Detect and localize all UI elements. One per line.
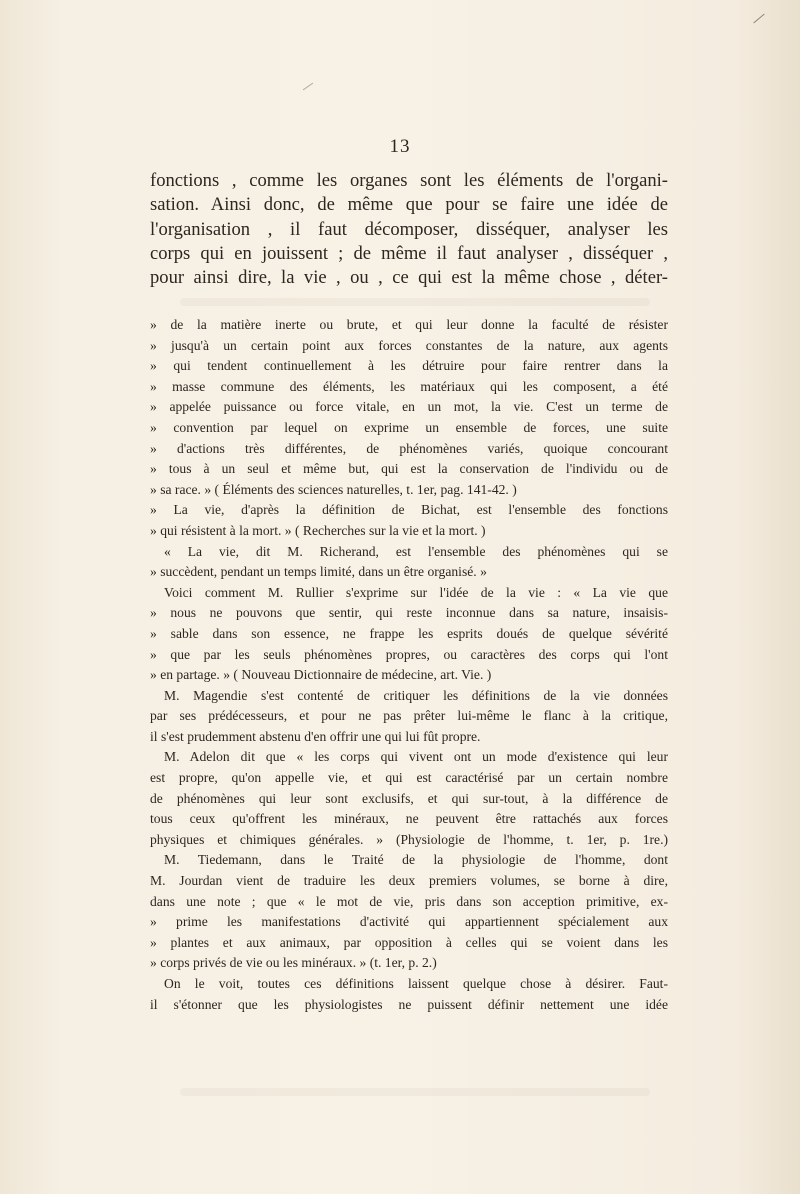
quote-line: M. Jourdan vient de traduire les deux premiers volumes, se borne à dire, xyxy=(150,873,668,889)
margin-mark xyxy=(303,83,313,91)
show-through-text xyxy=(180,1088,650,1096)
quote-line: M. Adelon dit que « les corps qui vivent ont un mode d'existence qui leur xyxy=(164,749,668,765)
quote-line: physiques et chimiques générales. » (Physiologie de l'homme, t. 1er, p. 1re.) xyxy=(150,831,668,847)
quote-line: On le voit, toutes ces définitions laissent quelque chose à désirer. Faut- xyxy=(164,976,668,991)
quote-line: » succèdent, pendant un temps limité, dans un être organisé. » xyxy=(150,564,487,580)
text-line: l'organisation , il faut décomposer, disséquer, analyser les xyxy=(150,218,668,240)
quote-line: » corps privés de vie ou les minéraux. » (t. 1er, p. 2.) xyxy=(150,955,437,971)
quote-line: tous ceux qu'offrent les minéraux, ne peuvent être rattachés aux forces xyxy=(150,811,668,827)
quote-line: » masse commune des éléments, les matériaux qui les composent, a été xyxy=(150,378,668,394)
quote-line: de phénomènes qui leur sont exclusifs, et qui sur-tout, à la différence de xyxy=(150,790,668,806)
quote-block xyxy=(150,315,668,1015)
text-line: fonctions , comme les organes sont les éléments de l'organi- xyxy=(150,170,668,191)
text-line: sation. Ainsi donc, de même que pour se faire une idée de xyxy=(150,194,668,216)
quote-line: » jusqu'à un certain point aux forces constantes de la nature, aux agents xyxy=(150,337,668,353)
quote-line: » qui résistent à la mort. » ( Recherches sur la vie et la mort. ) xyxy=(150,522,486,538)
quote-line: est propre, qu'on appelle vie, et qui est caractérisé par un certain nombre xyxy=(150,770,668,786)
quote-line: Voici comment M. Rullier s'exprime sur l'idée de la vie : « La vie que xyxy=(164,584,668,600)
quote-line: il s'est prudemment abstenu d'en offrir une qui lui fût propre. xyxy=(150,728,481,744)
quote-line: M. Magendie s'est contenté de critiquer les définitions de la vie données xyxy=(164,687,668,703)
quote-line: » qui tendent continuellement à les détruire pour faire rentrer dans la xyxy=(150,358,668,374)
quote-line: « La vie, dit M. Richerand, est l'ensemble des phénomènes qui se xyxy=(164,543,668,559)
quote-line: » en partage. » ( Nouveau Dictionnaire de médecine, art. Vie. ) xyxy=(150,667,492,683)
show-through-text xyxy=(180,298,650,306)
quote-line: » nous ne pouvons que sentir, qui reste inconnue dans sa nature, insaisis- xyxy=(150,605,668,621)
quote-line: » sable dans son essence, ne frappe les esprits doués de quelque sévérité xyxy=(150,625,668,641)
quote-line: » La vie, d'après la définition de Bichat, est l'ensemble des fonctions xyxy=(150,502,668,518)
corner-mark xyxy=(753,14,764,24)
text-line: pour ainsi dire, la vie , ou , ce qui est la même chose , déter- xyxy=(150,267,668,289)
quote-line: » tous à un seul et même but, qui est la conservation de l'individu ou de xyxy=(150,461,668,477)
quote-line: » convention par lequel on exprime un ensemble de forces, une suite xyxy=(150,419,668,435)
quote-line: » prime les manifestations d'activité qui appartiennent spécialement aux xyxy=(150,914,668,930)
quote-line: il s'étonner que les physiologistes ne puissent définir nettement une idée xyxy=(150,996,668,1012)
quote-line: M. Tiedemann, dans le Traité de la physiologie de l'homme, dont xyxy=(164,852,668,868)
quote-line: » de la matière inerte ou brute, et qui leur donne la faculté de résister xyxy=(150,317,668,332)
body-text-top xyxy=(150,169,668,290)
quote-line: par ses prédécesseurs, et pour ne pas prêter lui-même le flanc à la critique, xyxy=(150,708,668,724)
quote-line: » que par les seuls phénomènes propres, ou caractères des corps qui l'ont xyxy=(150,646,668,662)
text-line: corps qui en jouissent ; de même il faut analyser , disséquer , xyxy=(150,242,668,264)
quote-line: dans une note ; que « le mot de vie, pris dans son acception primitive, ex- xyxy=(150,893,668,909)
quote-line: » sa race. » ( Éléments des sciences naturelles, t. 1er, pag. 141-42. ) xyxy=(150,481,517,497)
quote-line: » d'actions très différentes, de phénomènes variés, quoique concourant xyxy=(150,440,668,456)
quote-line: » plantes et aux animaux, par opposition à celles qui se voient dans les xyxy=(150,934,668,950)
page-number: 13 xyxy=(389,136,411,157)
quote-line: » appelée puissance ou force vitale, en un mot, la vie. C'est un terme de xyxy=(150,399,668,415)
